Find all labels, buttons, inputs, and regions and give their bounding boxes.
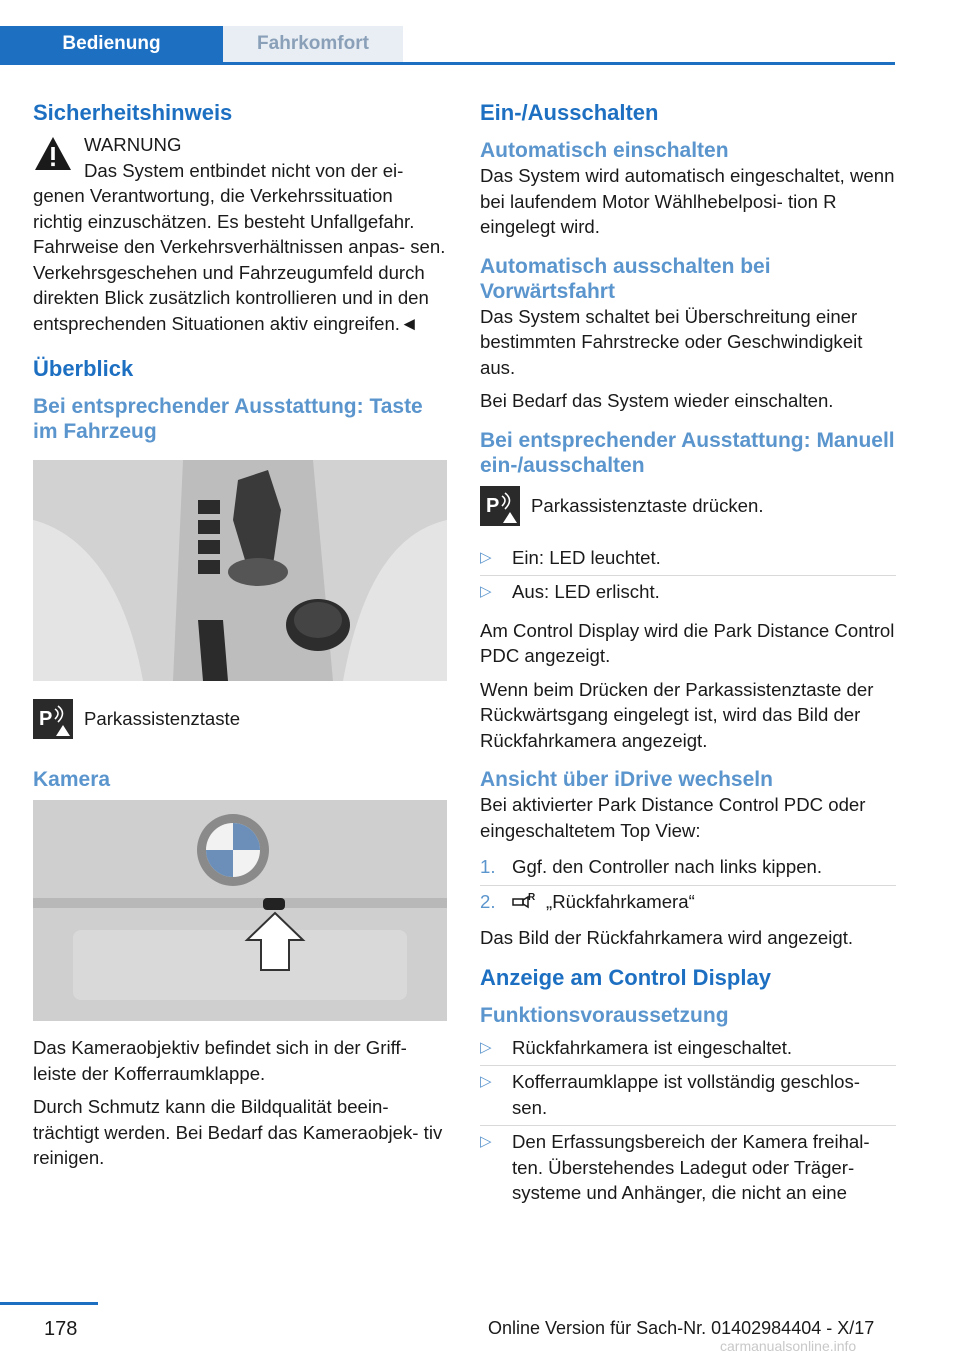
auto-on-text: Das System wird automatisch eingeschaltet, wenn bei laufendem Motor Wählhebelposi- tion R eingelegt wird. (480, 165, 895, 237)
auto-off-text: Das System schaltet bei Überschreitung einer bestimmten Fahrstrecke oder Geschwindigkeit aus. (480, 305, 863, 378)
camera-illustration (33, 800, 447, 1021)
list-item: ▷ Kofferraumklappe ist vollständig geschlos- sen. (480, 1066, 896, 1126)
list-item: 2. R „Rückfahrkamera“ (480, 890, 695, 912)
console-illustration (33, 460, 447, 681)
auto-off-heading: Automatisch ausschalten bei Vorwärtsfahrt (480, 254, 771, 303)
page-number: 178 (44, 1318, 78, 1340)
footer-rule (0, 1302, 98, 1305)
func-heading: Funktionsvoraussetzung (480, 1003, 729, 1027)
camera-heading: Kamera (33, 768, 111, 791)
display-heading: Anzeige am Control Display (480, 964, 771, 990)
online-version-text: Online Version für Sach-Nr. 01402984404 - X/17 (488, 1318, 875, 1338)
left-column (33, 100, 447, 1179)
chapter-tabs (0, 26, 895, 65)
arrow-bullet-icon: ▷ (480, 583, 492, 600)
button-caption-row (33, 699, 447, 739)
safety-heading: Sicherheitshinweis (33, 100, 233, 125)
list-item: ▷ Den Erfassungsbereich der Kamera freihal- ten. Überstehendes Ladegut oder Träger- systeme und Anhänger, die nicht an eine (480, 1131, 870, 1203)
arrow-bullet-icon: ▷ (480, 1133, 492, 1150)
manual-button-text: Parkassistenztaste drücken. (531, 494, 764, 516)
display-text-1: Am Control Display wird die Park Distance Control PDC angezeigt. (480, 619, 895, 666)
warning-label: WARNUNG (84, 134, 182, 155)
equipment-heading: Bei entsprechender Ausstattung: Taste im Fahrzeug (33, 395, 423, 443)
svg-text:P: P (39, 708, 53, 730)
tab-bedienung[interactable]: Bedienung (0, 26, 223, 62)
park-assist-button-icon (33, 699, 73, 739)
list-item: 1. Ggf. den Controller nach links kippen. (480, 851, 896, 886)
park-assist-button-icon (480, 486, 520, 526)
tab-fahrkomfort[interactable]: Fahrkomfort (223, 26, 403, 62)
list-item: ▷ Ein: LED leuchtet. (480, 542, 896, 577)
warning-triangle-icon (33, 134, 73, 174)
display-text-2: Wenn beim Drücken der Parkassistenztaste der Rückwärtsgang eingelegt ist, wird das Bild der Rückfahrkamera angezeigt. (480, 678, 874, 751)
auto-off-text-2: Bei Bedarf das System wieder einschalten. (480, 390, 834, 411)
manual-button-row (480, 486, 896, 526)
arrow-bullet-icon: ▷ (480, 548, 492, 566)
idrive-text: Bei aktivierter Park Distance Control PDC oder eingeschaltetem Top View: (480, 794, 866, 841)
warning-line1: Das System entbindet nicht von der ei- (84, 159, 404, 181)
arrow-bullet-icon: ▷ (480, 1073, 492, 1090)
list-item: ▷ Rückfahrkamera ist eingeschaltet. (480, 1032, 896, 1067)
warning-text: genen Verantwortung, die Verkehrssituation richtig einzuschätzen. Es besteht Unfallgefahr. Fahrweise den Verkehrsverhältnissen anpas- sen. Verkehrsgeschehen und Fahrzeugumfeld durch direkten Blick zusätzlich kontrollieren und in den entsprechenden Situationen aktiv eingreifen.◄ (33, 185, 446, 334)
arrow-bullet-icon: ▷ (480, 1038, 492, 1056)
manual-heading: Bei entsprechender Ausstattung: Manuell ein-/ausschalten (480, 428, 895, 477)
camera-paragraph-2: Durch Schmutz kann die Bildqualität beein- trächtigt werden. Bei Bedarf das Kameraobjek- tiv reinigen. (33, 1096, 443, 1168)
rear-camera-icon (512, 891, 536, 911)
idrive-result: Das Bild der Rückfahrkamera wird angezeigt. (480, 927, 854, 948)
auto-on-heading: Automatisch einschalten (480, 139, 729, 162)
right-column (480, 100, 896, 1219)
button-caption: Parkassistenztaste (84, 708, 241, 729)
watermark: carmanualsonline.info (720, 1338, 857, 1354)
warning-block (33, 132, 447, 336)
console-photo (33, 460, 447, 681)
svg-text:R: R (528, 891, 536, 903)
onoff-heading: Ein-/Ausschalten (480, 100, 659, 125)
overview-heading: Überblick (33, 356, 134, 381)
func-list (480, 1032, 896, 1211)
manual-list (480, 542, 896, 610)
camera-photo (33, 800, 447, 1021)
idrive-heading: Ansicht über iDrive wechseln (480, 768, 773, 791)
list-item: ▷ Aus: LED erlischt. (480, 576, 896, 610)
camera-paragraph-1: Das Kameraobjektiv befindet sich in der Griff- leiste der Kofferraumklappe. (33, 1037, 407, 1084)
svg-text:P: P (486, 494, 500, 517)
idrive-steps (480, 851, 896, 919)
